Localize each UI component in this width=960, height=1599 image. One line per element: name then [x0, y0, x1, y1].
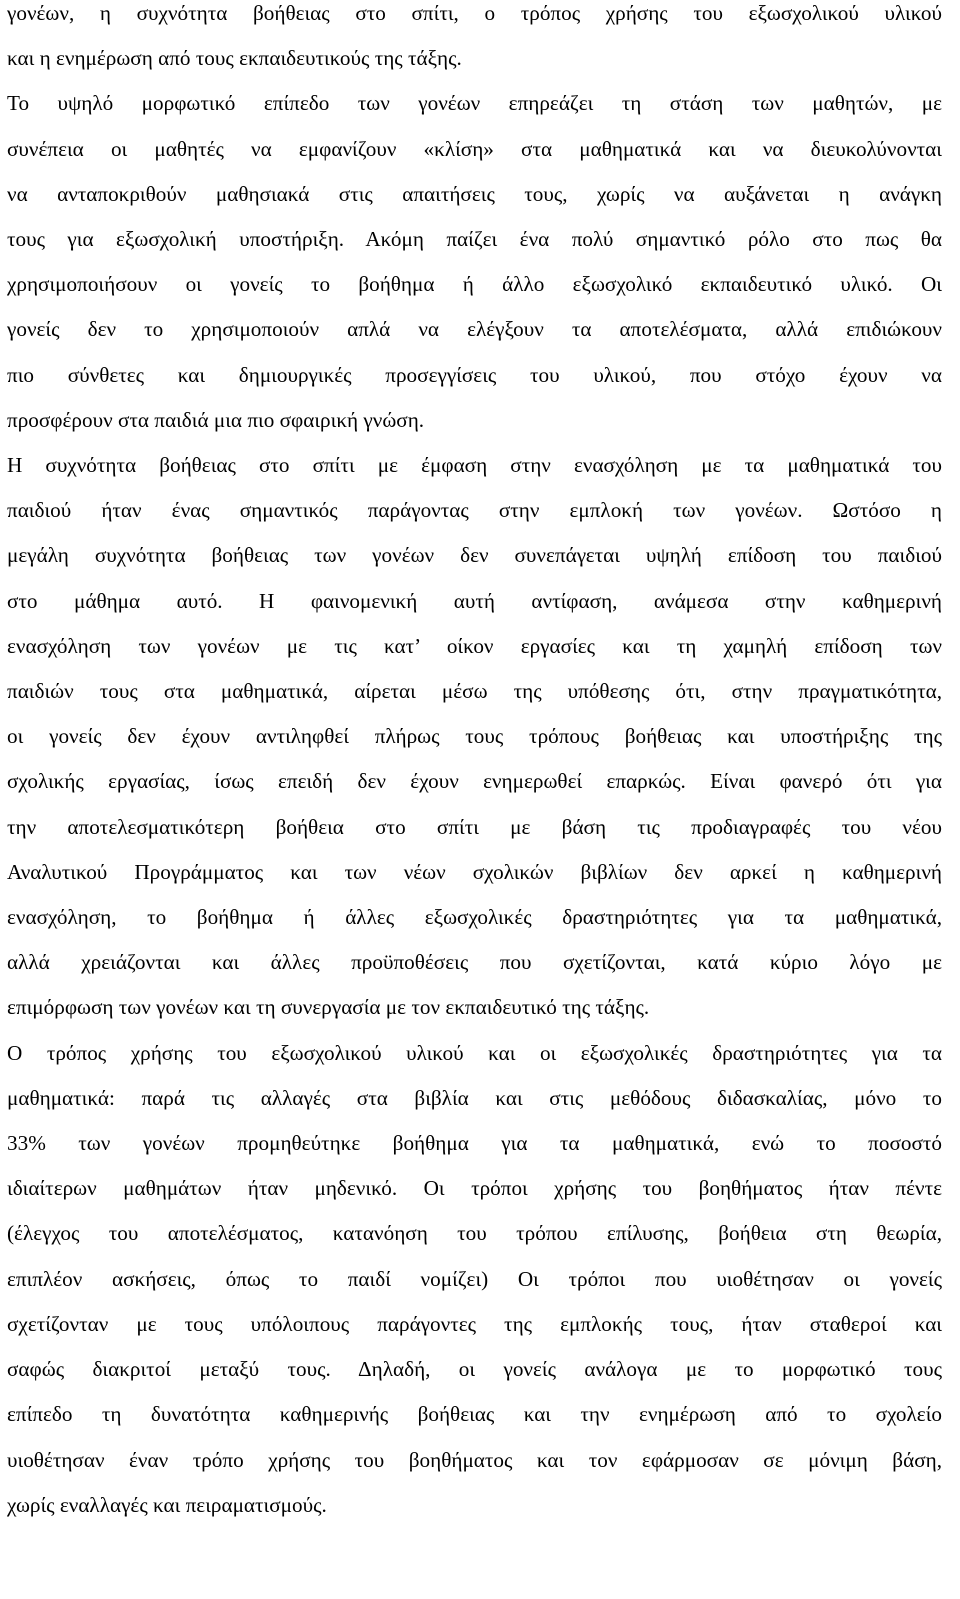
text-line: τους για εξωσχολική υποστήριξη. Ακόμη παίζει ένα πολύ σημαντικό ρόλο στο πως θα [7, 227, 942, 252]
text-line: σχετίζονταν με τους υπόλοιπους παράγοντες της εμπλοκής τους, ήταν σταθεροί και [7, 1311, 942, 1336]
text-line: ενασχόληση, το βοήθημα ή άλλες εξωσχολικές δραστηριότητες για τα μαθηματικά, [7, 905, 942, 930]
text-line: να ανταποκριθούν μαθησιακά στις απαιτήσεις τους, χωρίς να αυξάνεται η ανάγκη [7, 181, 942, 206]
text-line: γονέων, η συχνότητα βοήθειας στο σπίτι, ο τρόπος χρήσης του εξωσχολικού υλικού [7, 1, 942, 25]
text-line: 33% των γονέων προμηθεύτηκε βοήθημα για τα μαθηματικά, ενώ το ποσοστό [7, 1131, 942, 1156]
text-line: ιδιαίτερων μαθημάτων ήταν μηδενικό. Οι τρόποι χρήσης του βοηθήματος ήταν πέντε [7, 1176, 942, 1201]
text-line: επιπλέον ασκήσεις, όπως το παιδί νομίζει) Οι τρόποι που υιοθέτησαν οι γονείς [7, 1266, 942, 1291]
text-line: χρησιμοποιήσουν οι γονείς το βοήθημα ή άλλο εξωσχολικό εκπαιδευτικό υλικό. Οι [7, 272, 942, 297]
text-line: Αναλυτικού Προγράμματος και των νέων σχολικών βιβλίων δεν αρκεί η καθημερινή [7, 859, 942, 884]
text-line: στο μάθημα αυτό. Η φαινομενική αυτή αντίφαση, ανάμεσα στην καθημερινή [7, 588, 942, 613]
text-line: παιδιών τους στα μαθηματικά, αίρεται μέσω της υπόθεσης ότι, στην πραγματικότητα, [7, 679, 942, 704]
text-line: μεγάλη συχνότητα βοήθειας των γονέων δεν συνεπάγεται υψηλή επίδοση του παιδιού [7, 543, 942, 568]
text-line: συνέπεια οι μαθητές να εμφανίζουν «κλίση» στα μαθηματικά και να διευκολύνονται [7, 136, 942, 161]
text-line: (έλεγχος του αποτελέσματος, κατανόηση του τρόπου επίλυσης, βοήθεια στη θεωρία, [7, 1221, 942, 1246]
text-line: Η συχνότητα βοήθειας στο σπίτι με έμφαση στην ενασχόληση με τα μαθηματικά του [7, 453, 942, 478]
text-line: πιο σύνθετες και δημιουργικές προσεγγίσεις του υλικού, που στόχο έχουν να [7, 362, 942, 387]
text-line: οι γονείς δεν έχουν αντιληφθεί πλήρως τους τρόπους βοήθειας και υποστήριξης της [7, 724, 942, 749]
text-line: και η ενημέρωση από τους εκπαιδευτικούς της τάξης. [7, 46, 462, 71]
text-line: αλλά χρειάζονται και άλλες προϋποθέσεις που σχετίζονται, κατά κύριο λόγο με [7, 950, 942, 975]
text-line: παιδιού ήταν ένας σημαντικός παράγοντας στην εμπλοκή των γονέων. Ωστόσο η [7, 498, 942, 523]
text-line: υιοθέτησαν έναν τρόπο χρήσης του βοηθήματος και τον εφάρμοσαν σε μόνιμη βάση, [7, 1447, 942, 1472]
text-line: χωρίς εναλλαγές και πειραματισμούς. [7, 1492, 327, 1517]
text-line: Το υψηλό μορφωτικό επίπεδο των γονέων επηρεάζει τη στάση των μαθητών, με [7, 91, 942, 116]
text-line: Ο τρόπος χρήσης του εξωσχολικού υλικού και οι εξωσχολικές δραστηριότητες για τα [7, 1040, 942, 1065]
text-line: σαφώς διακριτοί μεταξύ τους. Δηλαδή, οι γονείς ανάλογα με το μορφωτικό τους [7, 1357, 942, 1382]
text-line: γονείς δεν το χρησιμοποιούν απλά να ελέγξουν τα αποτελέσματα, αλλά επιδιώκουν [7, 317, 942, 342]
text-line: επιμόρφωση των γονέων και τη συνεργασία με τον εκπαιδευτικό της τάξης. [7, 995, 650, 1020]
text-line: επίπεδο τη δυνατότητα καθημερινής βοήθειας και την ενημέρωση από το σχολείο [7, 1402, 942, 1427]
text-line: την αποτελεσματικότερη βοήθεια στο σπίτι με βάση τις προδιαγραφές του νέου [7, 814, 942, 839]
body-text [7, 0, 942, 1528]
text-line: μαθηματικά: παρά τις αλλαγές στα βιβλία και στις μεθόδους διδασκαλίας, μόνο το [7, 1085, 942, 1110]
text-line: προσφέρουν στα παιδιά μια πιο σφαιρική γνώση. [7, 407, 425, 432]
text-line: σχολικής εργασίας, ίσως επειδή δεν έχουν ενημερωθεί επαρκώς. Είναι φανερό ότι για [7, 769, 942, 794]
text-line: ενασχόληση των γονέων με τις κατ’ οίκον εργασίες και τη χαμηλή επίδοση των [7, 633, 942, 658]
